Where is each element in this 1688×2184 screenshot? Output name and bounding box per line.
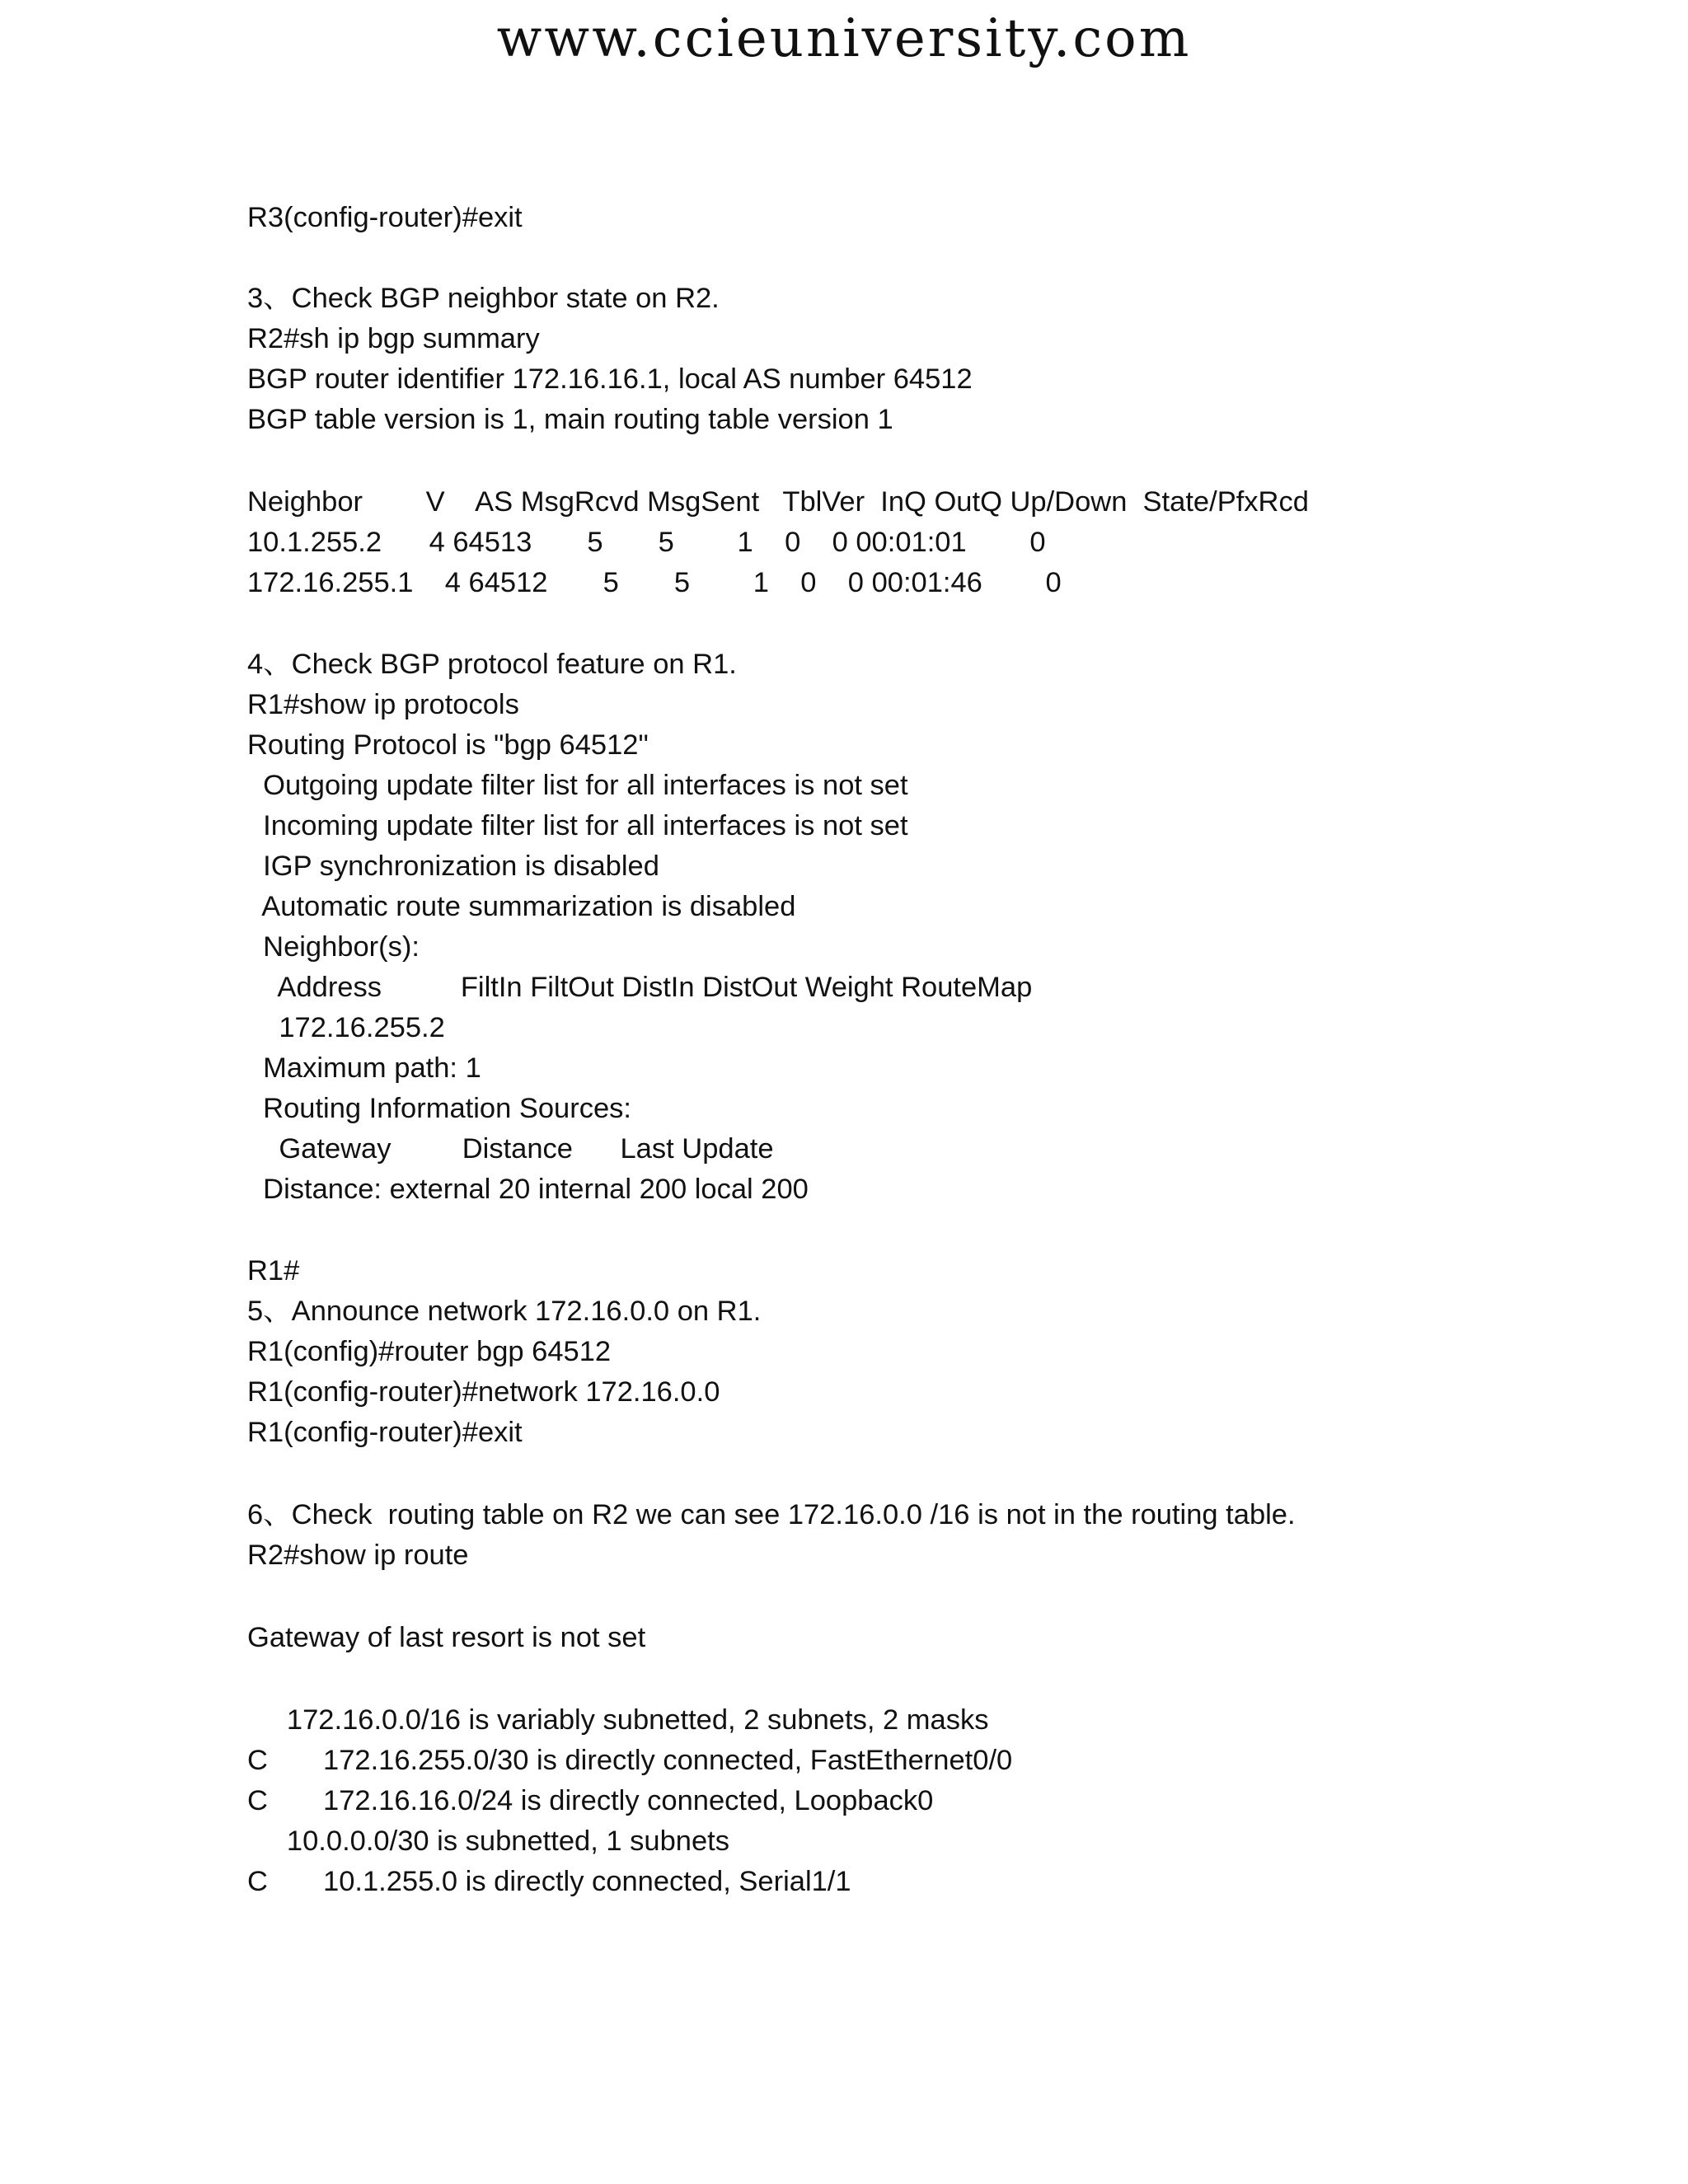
doc-line: C 10.1.255.0 is directly connected, Serial1/1: [247, 1866, 851, 1897]
doc-line: C 172.16.16.0/24 is directly connected, Loopback0: [247, 1785, 934, 1816]
step-heading: 6、Check routing table on R2 we can see 172.16.0.0 /16 is not in the routing table.: [247, 1499, 1296, 1530]
doc-line: Gateway of last resort is not set: [247, 1622, 646, 1653]
doc-line: IGP synchronization is disabled: [247, 851, 659, 882]
step-heading: 5、Announce network 172.16.0.0 on R1.: [247, 1296, 762, 1327]
doc-line: R1#: [247, 1255, 300, 1286]
doc-line: 10.0.0.0/30 is subnetted, 1 subnets: [247, 1825, 729, 1857]
doc-line: 172.16.0.0/16 is variably subnetted, 2 subnets, 2 masks: [247, 1704, 989, 1736]
doc-line: Outgoing update filter list for all interfaces is not set: [247, 770, 908, 801]
doc-line: R2#sh ip bgp summary: [247, 323, 540, 354]
table-header: Neighbor V AS MsgRcvd MsgSent TblVer InQ OutQ Up/Down State/PfxRcd: [247, 486, 1309, 518]
doc-line: BGP table version is 1, main routing table version 1: [247, 404, 893, 435]
doc-line: R1#show ip protocols: [247, 689, 519, 720]
doc-line: R2#show ip route: [247, 1540, 469, 1571]
doc-line: Address FiltIn FiltOut DistIn DistOut Weight RouteMap: [247, 972, 1033, 1003]
doc-line: Distance: external 20 internal 200 local 200: [247, 1174, 809, 1205]
doc-line: Automatic route summarization is disabled: [247, 891, 796, 922]
table-row: 172.16.255.1 4 64512 5 5 1 0 0 00:01:46 0: [247, 567, 1062, 598]
doc-line: 172.16.255.2: [247, 1012, 445, 1043]
doc-line: BGP router identifier 172.16.16.1, local AS number 64512: [247, 363, 973, 395]
doc-line: R1(config-router)#exit: [247, 1417, 523, 1448]
doc-line: R1(config-router)#network 172.16.0.0: [247, 1376, 720, 1408]
doc-line: Incoming update filter list for all interfaces is not set: [247, 810, 908, 841]
doc-line: Routing Information Sources:: [247, 1093, 631, 1124]
doc-line: Gateway Distance Last Update: [247, 1133, 774, 1165]
table-row: 10.1.255.2 4 64513 5 5 1 0 0 00:01:01 0: [247, 527, 1046, 558]
site-watermark: www.ccieuniversity.com: [496, 8, 1192, 69]
step-heading: 3、Check BGP neighbor state on R2.: [247, 283, 720, 314]
doc-line: Maximum path: 1: [247, 1052, 481, 1084]
doc-line: Neighbor(s):: [247, 931, 420, 963]
doc-line: R1(config)#router bgp 64512: [247, 1336, 612, 1367]
doc-line: C 172.16.255.0/30 is directly connected, FastEthernet0/0: [247, 1745, 1013, 1776]
doc-line: R3(config-router)#exit: [247, 202, 523, 233]
step-heading: 4、Check BGP protocol feature on R1.: [247, 649, 737, 680]
doc-line: Routing Protocol is "bgp 64512": [247, 729, 649, 761]
